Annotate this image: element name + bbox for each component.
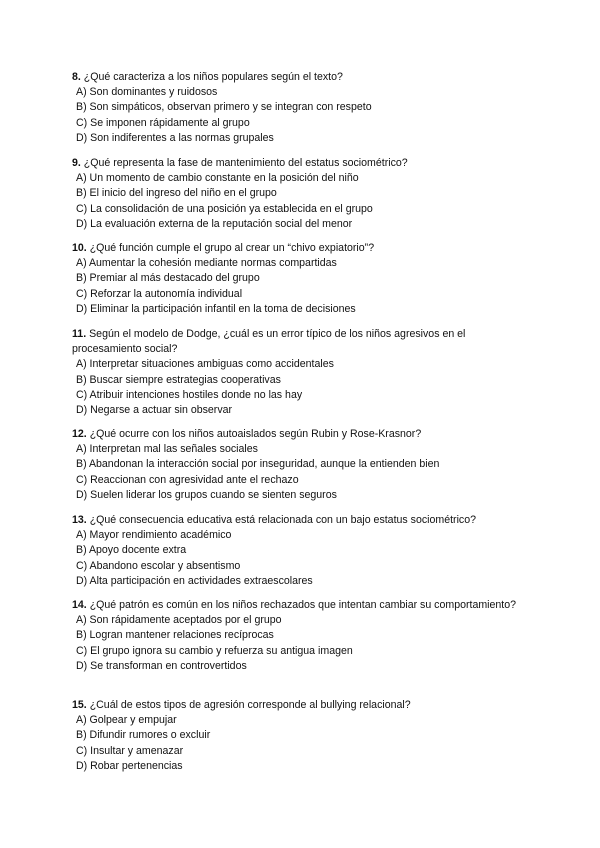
option-b: B) Difundir rumores o excluir [76,729,211,742]
option-a: A) Un momento de cambio constante en la posición del niño [76,172,359,185]
option-c: C) Reforzar la autonomía individual [76,287,243,300]
question-text [72,327,532,357]
option-b: B) Apoyo docente extra [76,544,187,557]
question-number: 9. [72,157,81,169]
option-d: D) Se transforman en controvertidos [76,659,247,672]
option-d: D) Son indiferentes a las normas grupales [76,131,274,144]
question-text [72,698,532,713]
question-14 [72,598,532,674]
option-a: A) Son dominantes y ruidosos [76,86,218,99]
question-prompt: ¿Cuál de estos tipos de agresión corresponde al bullying relacional? [89,699,411,711]
option-d: D) Robar pertenencias [76,759,183,772]
option-d: D) Suelen liderar los grupos cuando se sienten seguros [76,488,337,501]
option-c: C) Atribuir intenciones hostiles donde no las hay [76,388,303,401]
option-list [72,613,532,674]
question-number: 8. [72,71,81,83]
question-text [72,598,532,613]
option-a: A) Son rápidamente aceptados por el grupo [76,614,282,627]
option-list [72,85,532,146]
question-number: 14. [72,599,87,611]
question-prompt: ¿Qué representa la fase de mantenimiento del estatus sociométrico? [83,157,408,169]
question-9 [72,156,532,232]
option-c: C) Reaccionan con agresividad ante el rechazo [76,473,299,486]
option-b: B) Premiar al más destacado del grupo [76,272,260,285]
question-text [72,513,532,528]
option-b: B) Son simpáticos, observan primero y se integran con respeto [76,101,372,114]
option-d: D) Alta participación en actividades extraescolares [76,574,313,587]
question-prompt: Según el modelo de Dodge, ¿cuál es un error típico de los niños agresivos en el procesamiento social? [72,328,466,356]
question-text [72,156,532,171]
question-prompt: ¿Qué consecuencia educativa está relacionada con un bajo estatus sociométrico? [89,514,477,526]
question-15 [72,698,532,774]
question-number: 15. [72,699,87,711]
option-a: A) Mayor rendimiento académico [76,529,232,542]
question-text [72,241,532,256]
option-c: C) Insultar y amenazar [76,744,184,757]
question-number: 11. [72,328,87,340]
question-prompt: ¿Qué ocurre con los niños autoaislados según Rubin y Rose-Krasnor? [89,428,422,440]
question-prompt: ¿Qué función cumple el grupo al crear un “chivo expiatorio”? [89,242,375,254]
option-d: D) Eliminar la participación infantil en la toma de decisiones [76,302,356,315]
question-13 [72,513,532,589]
option-a: A) Aumentar la cohesión mediante normas compartidas [76,257,337,270]
option-list [72,528,532,589]
option-b: B) Logran mantener relaciones recíprocas [76,629,274,642]
question-11 [72,327,532,418]
question-number: 13. [72,514,87,526]
option-d: D) Negarse a actuar sin observar [76,404,233,417]
option-a: A) Golpear y empujar [76,714,177,727]
option-c: C) Abandono escolar y absentismo [76,559,241,572]
question-prompt: ¿Qué caracteriza a los niños populares según el texto? [83,71,343,83]
option-list [72,171,532,232]
option-b: B) Abandonan la interacción social por inseguridad, aunque la entienden bien [76,458,440,471]
option-b: B) El inicio del ingreso del niño en el grupo [76,187,277,200]
question-8 [72,70,532,146]
question-text [72,427,532,442]
option-c: C) El grupo ignora su cambio y refuerza su antigua imagen [76,644,353,657]
option-a: A) Interpretan mal las señales sociales [76,443,258,456]
option-d: D) La evaluación externa de la reputación social del menor [76,217,353,230]
option-c: C) Se imponen rápidamente al grupo [76,116,250,129]
option-list [72,256,532,317]
question-number: 10. [72,242,87,254]
option-a: A) Interpretar situaciones ambiguas como accidentales [76,358,334,371]
option-b: B) Buscar siempre estrategias cooperativas [76,373,281,386]
option-list [72,442,532,503]
option-list [72,357,532,418]
option-c: C) La consolidación de una posición ya establecida en el grupo [76,202,373,215]
question-prompt: ¿Qué patrón es común en los niños rechazados que intentan cambiar su comportamiento? [89,599,517,611]
question-10 [72,241,532,317]
question-12 [72,427,532,503]
option-list [72,713,532,774]
question-text [72,70,532,85]
question-number: 12. [72,428,87,440]
